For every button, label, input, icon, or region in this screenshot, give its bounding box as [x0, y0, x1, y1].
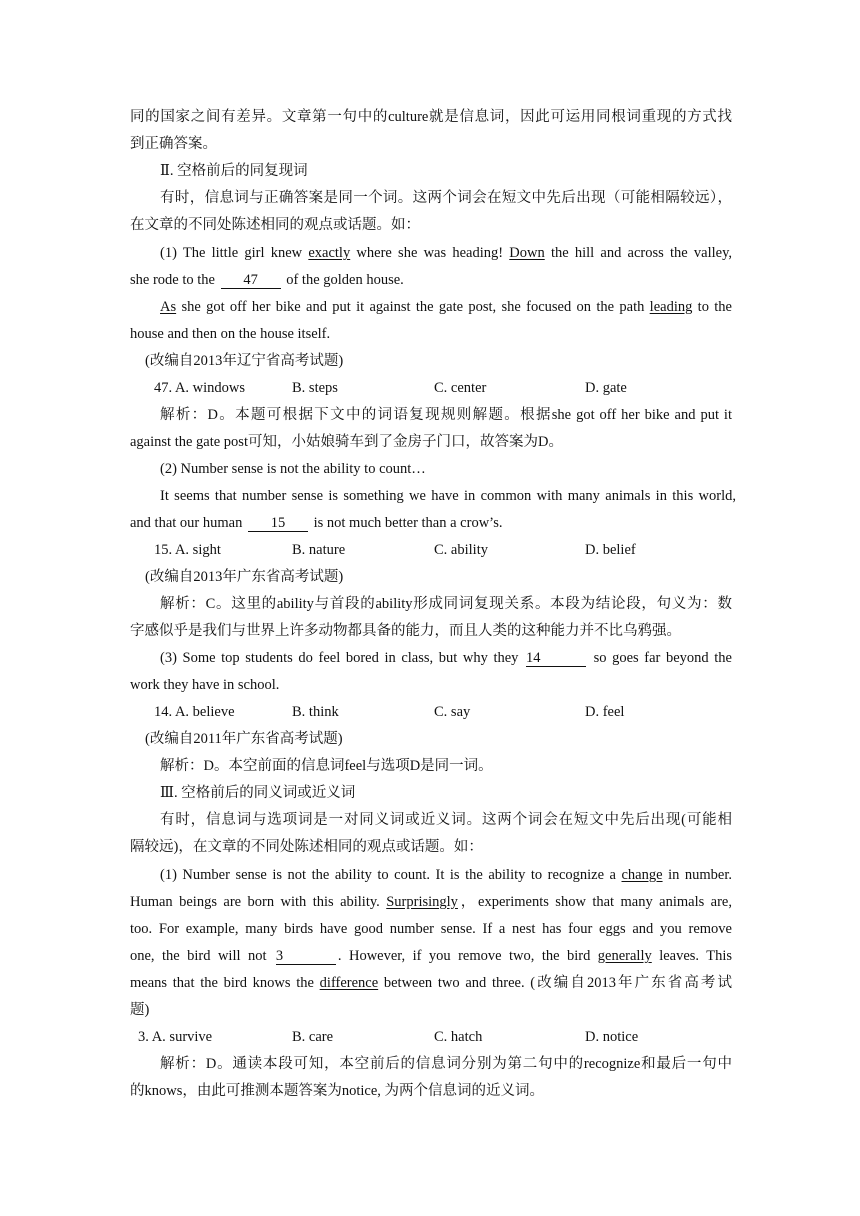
text-run: leaves. This	[651, 948, 732, 964]
source-note: (改编自2011年广东省高考试题)	[145, 731, 343, 747]
example-line	[160, 648, 732, 668]
options-row	[130, 378, 732, 398]
source-note: (改编自2013年广东省高考试题)	[145, 569, 344, 585]
text-line: 同的国家之间有差异。文章第一句中的culture就是信息词，因此可运用同根词重现的方式找	[130, 109, 732, 125]
underlined-word: generally	[597, 948, 652, 964]
answer-explanation: 解析：D。通读本段可知，本空前后的信息词分别为第二句中的recognize和最后一句中	[160, 1056, 732, 1072]
text-run: of the golden house.	[286, 272, 404, 288]
underlined-word: change	[621, 867, 663, 883]
text-run: (1) Number sense is not the ability to count. It is the ability to recognize a	[160, 867, 622, 883]
option-a: 3. A. survive	[138, 1029, 213, 1045]
underlined-word: leading	[649, 299, 693, 315]
text-run: is not much better than a crow’s.	[313, 515, 503, 531]
example-line: work they have in school.	[130, 677, 280, 693]
example-line	[130, 513, 732, 533]
answer-blank: 47	[221, 272, 281, 289]
text-run: one, the bird will not	[130, 948, 274, 964]
text-run: to the	[692, 299, 732, 315]
text-run: and that our human	[130, 515, 246, 531]
example-line	[130, 270, 732, 290]
text-run: where she was heading!	[350, 245, 510, 261]
answer-explanation: 的knows，由此可推测本题答案为notice, 为两个信息词的近义词。	[130, 1083, 545, 1099]
underlined-word: As	[160, 299, 177, 315]
example-line	[160, 297, 732, 317]
option-b: B. care	[292, 1029, 334, 1045]
example-line: It seems that number sense is something we have in common with many animals in this world,	[160, 488, 736, 504]
example-line: 题)	[130, 1002, 150, 1018]
option-b: B. nature	[292, 542, 346, 558]
example-line: too. For example, many birds have good number sense. If a nest has four eggs and you remove	[130, 921, 732, 937]
options-row	[130, 702, 732, 722]
answer-explanation: against the gate post可知，小姑娘骑车到了金房子门口，故答案为D。	[130, 434, 563, 450]
text-run: means that the bird knows the	[130, 975, 320, 991]
example-line	[160, 865, 732, 885]
text-line: 有时，信息词与正确答案是同一个词。这两个词会在短文中先后出现（可能相隔较远），	[160, 190, 732, 206]
option-a: 47. A. windows	[154, 380, 246, 396]
underlined-word: difference	[319, 975, 379, 991]
text-run: Human beings are born with this ability.	[130, 894, 387, 910]
example-line	[130, 892, 732, 912]
text-run: ，experiments show that many animals are,	[457, 894, 732, 910]
option-d: D. belief	[585, 542, 636, 558]
answer-blank: 3	[276, 948, 336, 965]
option-b: B. steps	[292, 380, 338, 396]
options-row	[130, 1027, 732, 1047]
option-d: D. gate	[585, 380, 627, 396]
example-line	[130, 946, 732, 966]
example-line	[160, 243, 732, 263]
text-run: (3) Some top students do feel bored in class, but why they	[160, 650, 525, 666]
section-heading: Ⅱ. 空格前后的同复现词	[160, 163, 308, 179]
option-c: C. hatch	[434, 1029, 483, 1045]
option-b: B. think	[292, 704, 339, 720]
text-run: . However, if you remove two, the bird	[337, 948, 598, 964]
answer-explanation: 字感似乎是我们与世界上许多动物都具备的能力，而且人类的这种能力并不比乌鸦强。	[130, 623, 681, 639]
underlined-word: Down	[509, 245, 545, 261]
source-note: (改编自2013年辽宁省高考试题)	[145, 353, 344, 369]
text-run: in number.	[662, 867, 732, 883]
text-run: the hill and across the valley,	[544, 245, 733, 261]
answer-blank: 14	[526, 650, 586, 667]
text-line: 在文章的不同处陈述相同的观点或话题。如：	[130, 217, 420, 233]
text-line: 到正确答案。	[130, 136, 217, 152]
answer-explanation: 解析：D。本题可根据下文中的词语复现规则解题。根据she got off her bike and put it	[160, 407, 732, 423]
option-c: C. say	[434, 704, 471, 720]
options-row	[130, 540, 732, 560]
text-run: she got off her bike and put it against the gate post, she focused on the path	[176, 299, 650, 315]
underlined-word: exactly	[308, 245, 351, 261]
option-a: 15. A. sight	[154, 542, 221, 558]
text-line: 隔较远)，在文章的不同处陈述相同的观点或话题。如：	[130, 839, 483, 855]
underlined-word: Surprisingly	[386, 894, 458, 910]
answer-blank: 15	[248, 515, 308, 532]
text-run: between two and three. (改编自2013年广东省高考试	[378, 975, 732, 991]
text-line: 有时，信息词与选项词是一对同义词或近义词。这两个词会在短文中先后出现(可能相	[160, 812, 732, 828]
option-c: C. ability	[434, 542, 488, 558]
text-run: so goes far beyond the	[588, 650, 732, 666]
option-d: D. notice	[585, 1029, 639, 1045]
section-heading: Ⅲ. 空格前后的同义词或近义词	[160, 785, 356, 801]
text-run: (1) The little girl knew	[160, 245, 309, 261]
example-line: house and then on the house itself.	[130, 326, 331, 342]
answer-explanation: 解析：D。本空前面的信息词feel与选项D是同一词。	[160, 758, 493, 774]
text-run: she rode to the	[130, 272, 219, 288]
example-line: (2) Number sense is not the ability to count…	[160, 461, 426, 477]
option-d: D. feel	[585, 704, 625, 720]
option-c: C. center	[434, 380, 487, 396]
example-line	[130, 973, 732, 993]
option-a: 14. A. believe	[154, 704, 235, 720]
answer-explanation: 解析：C。这里的ability与首段的ability形成同词复现关系。本段为结论段，句义为：数	[160, 596, 732, 612]
